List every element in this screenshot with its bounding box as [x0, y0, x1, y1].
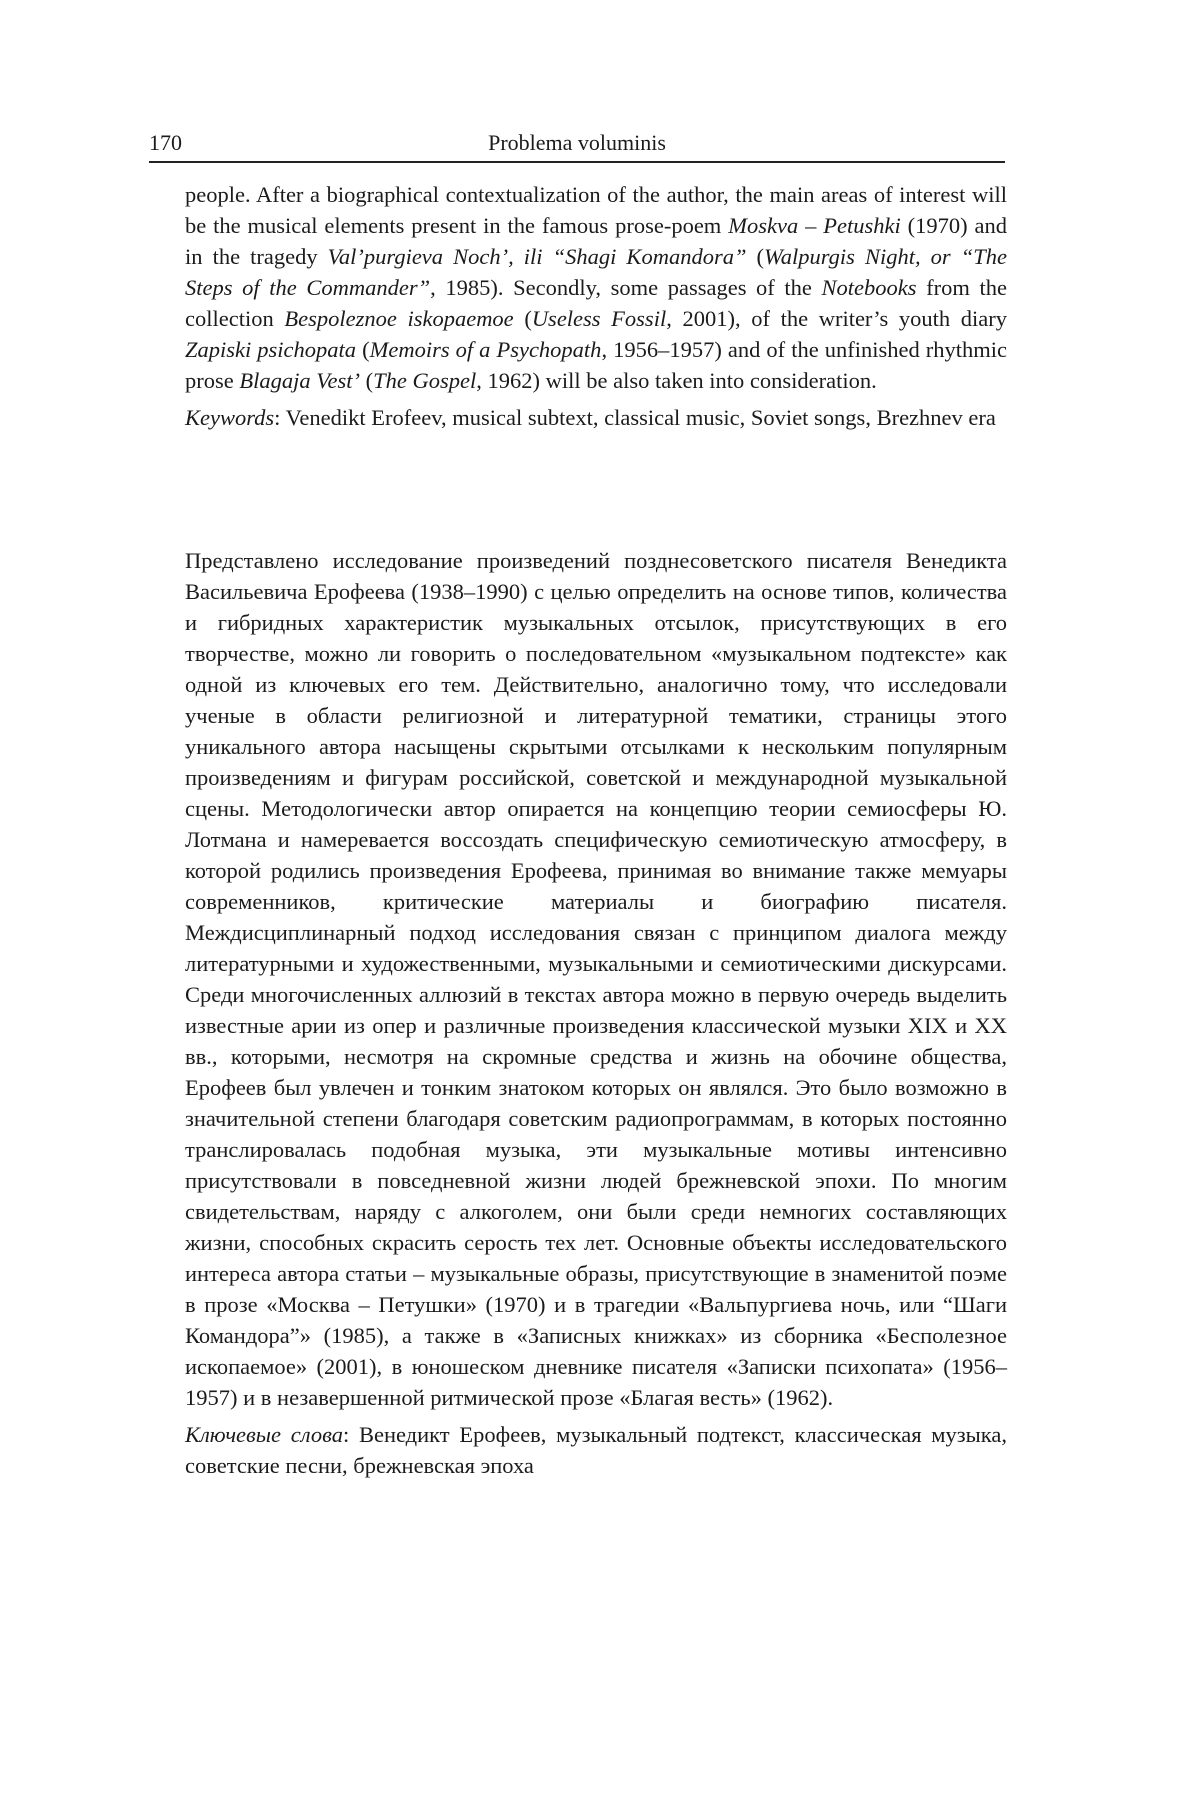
work-title: Moskva – Petushki: [728, 213, 901, 238]
abstract-russian: [185, 545, 1007, 1481]
text-fragment: (: [359, 368, 374, 393]
running-head: [149, 126, 1005, 160]
work-title: Useless Fossil: [531, 306, 667, 331]
text-fragment: from the collection: [185, 275, 1007, 331]
text-fragment: , 1962) will be also taken into consideration.: [476, 368, 877, 393]
work-title: Zapiski psichopata: [185, 337, 357, 362]
text-fragment: (: [746, 244, 765, 269]
keywords-russian: [185, 1419, 1007, 1481]
abstract-english: [185, 179, 1007, 433]
keywords-label: Ключевые слова: [185, 1422, 343, 1447]
text-fragment: , 2001), of the writer’s youth diary: [666, 306, 1008, 331]
text-fragment: people. After a biographical contextualization of the author, the main areas of interest will be the musical elements present in the famous prose-poem: [185, 182, 1007, 238]
header-rule: [149, 161, 1005, 163]
work-title: Walpurgis Night, or “The Steps of the Commander”: [185, 244, 1007, 300]
journal-title: Problema voluminis: [488, 130, 666, 155]
work-title: Val’purgieva Noch’, ili “Shagi Komandora”: [327, 244, 747, 269]
work-title: Bespoleznoe iskopaemoe: [284, 306, 514, 331]
text-fragment: (: [356, 337, 370, 362]
work-title: Notebooks: [821, 275, 917, 300]
keywords-english: [185, 402, 1007, 433]
keywords-label: Keywords: [185, 405, 275, 430]
text-fragment: (1970) and in the tragedy: [185, 213, 1008, 269]
work-title: Blagaja Vest’: [239, 368, 360, 393]
work-title: Memoirs of a Psychopath: [369, 337, 602, 362]
work-title: The Gospel: [373, 368, 477, 393]
abstract-english-text: [185, 179, 1007, 396]
keywords-list: : Venedikt Erofeev, musical subtext, classical music, Soviet songs, Brezhnev era: [274, 405, 996, 430]
abstract-russian-text: Представлено исследование произведений позднесоветского писателя Венедикта Васильевича Ерофеева (1938–1990) с целью определить на основе типов, количества и гибридных характеристик музыкальных отсылок, присутствующих в его творчестве, можно ли говорить о последовательном «музыкальном подтексте» как одной из ключевых его тем. Действительно, аналогично тому, что исследовали ученые в области религиозной и литературной тематики, страницы этого уникального автора насыщены скрытыми отсылками к нескольким популярным произведениям и фигурам российской, советской и международной музыкальной сцены. Методологически автор опирается на концепцию теории семиосферы Ю. Лотмана и намеревается воссоздать специфическую семиотическую атмосферу, в которой родились произведения Ерофеева, принимая во внимание также мемуары современников, критические материалы и биографию писателя. Междисциплинарный подход исследования связан с принципом диалога между литературными и художественными, музыкальными и семиотическими дискурсами. Среди многочисленных аллюзий в текстах автора можно в первую очередь выделить известные арии из опер и различные произведения классической музыки XIX и XX вв., которыми, несмотря на скромные средства и жизнь на обочине общества, Ерофеев был увлечен и тонким знатоком которых он являлся. Это было возможно в значительной степени благодаря советским радиопрограммам, в которых постоянно транслировалась подобная музыка, эти музыкальные мотивы интенсивно присутствовали в повседневной жизни людей брежневской эпохи. По многим свидетельствам, наряду с алкоголем, они были среди немногих составляющих жизни, способных скрасить серость тех лет. Основные объекты исследовательского интереса автора статьи – музыкальные образы, присутствующие в знаменитой поэме в прозе «Москва – Петушки» (1970) и в трагедии «Вальпургиева ночь, или “Шаги Командора”» (1985), а также в «Записных книжках» из сборника «Бесполезное ископаемое» (2001), в юношеском дневнике писателя «Записки психопата» (1956–1957) и в незавершенной ритмической прозе «Благая весть» (1962).: [185, 548, 1007, 1410]
text-fragment: (: [513, 306, 532, 331]
text-fragment: , 1956–1957) and of the unfinished rhythmic prose: [185, 337, 1007, 393]
text-fragment: , 1985). Secondly, some passages of the: [430, 275, 822, 300]
page-number: 170: [149, 130, 182, 155]
keywords-list: : Венедикт Ерофеев, музыкальный подтекст, классическая музыка, советские песни, брежневская эпоха: [185, 1422, 1008, 1478]
